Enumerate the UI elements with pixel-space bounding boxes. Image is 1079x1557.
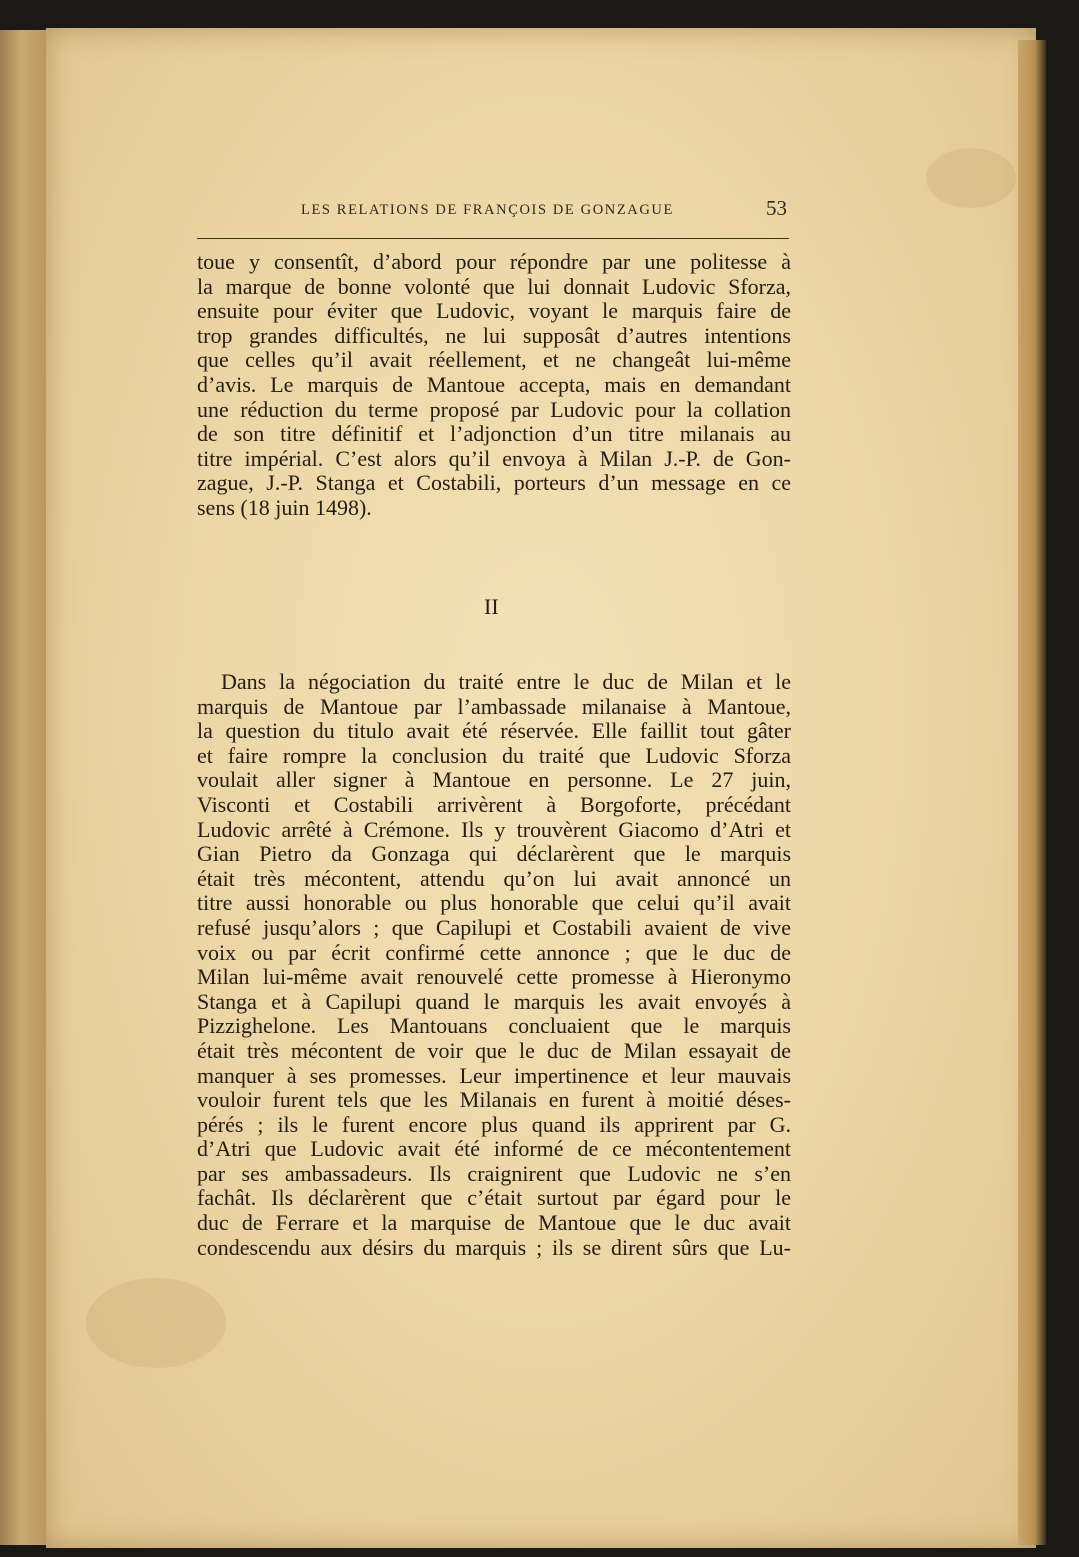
- left-page-edge: [0, 30, 48, 1545]
- text-line: Gian Pietro da Gonzaga qui déclarèrent que le marquis: [197, 841, 791, 867]
- text-line: ensuite pour éviter que Ludovic, voyant le marquis faire de: [197, 298, 791, 324]
- text-line: titre impérial. C’est alors qu’il envoya à Milan J.-P. de Gon-: [197, 445, 791, 471]
- text-line: condescendu aux désirs du marquis ; ils se dirent sûrs que Lu-: [197, 1234, 791, 1260]
- text-line: voulait aller signer à Mantoue en personne. Le 27 juin,: [197, 767, 791, 793]
- text-line: marquis de Mantoue par l’ambassade milanaise à Mantoue,: [197, 693, 791, 719]
- text-line: que celles qu’il avait réellement, et ne changeât lui-même: [197, 347, 791, 373]
- header-rule: [197, 238, 789, 239]
- text-line: sens (18 juin 1498).: [197, 494, 372, 520]
- text-line: et faire rompre la conclusion du traité que Ludovic Sforza: [197, 742, 791, 768]
- text-line: Visconti et Costabili arrivèrent à Borgoforte, précédant: [197, 791, 791, 817]
- text-line: la marque de bonne volonté que lui donnait Ludovic Sforza,: [197, 273, 791, 299]
- text-line: titre aussi honorable ou plus honorable que celui qu’il avait: [197, 890, 791, 916]
- paper-stain: [86, 1278, 226, 1368]
- right-page-edge: [1018, 40, 1046, 1545]
- running-title: LES RELATIONS DE FRANÇOIS DE GONZAGUE: [301, 202, 674, 218]
- text-line: Pizzighelone. Les Mantouans concluaient que le marquis: [197, 1013, 791, 1039]
- text-line: la question du titulo avait été réservée. Elle faillit tout gâter: [197, 718, 791, 744]
- text-line: fachât. Ils déclarèrent que c’était surtout par égard pour le: [197, 1185, 791, 1211]
- text-line: duc de Ferrare et la marquise de Mantoue que le duc avait: [197, 1210, 791, 1236]
- text-line: par ses ambassadeurs. Ils craignirent que Ludovic ne s’en: [197, 1160, 791, 1186]
- page-header: [197, 194, 789, 240]
- paper-stain: [926, 148, 1016, 208]
- page-number: 53: [766, 196, 787, 220]
- text-line: Milan lui-même avait renouvelé cette promesse à Hieronymo: [197, 964, 791, 990]
- text-line: était très mécontent, attendu qu’on lui avait annoncé un: [197, 865, 791, 891]
- text-line: d’Atri que Ludovic avait été informé de ce mécontentement: [197, 1136, 791, 1162]
- paragraph-1: [197, 250, 791, 521]
- text-line: de son titre définitif et l’adjonction d’un titre milanais au: [197, 421, 791, 447]
- text-line: manquer à ses promesses. Leur impertinence et leur mauvais: [197, 1062, 791, 1088]
- text-line: voix ou par écrit confirmé cette annonce ; que le duc de: [197, 939, 791, 965]
- text-line: était très mécontent de voir que le duc de Milan essayait de: [197, 1037, 791, 1063]
- text-line: zague, J.-P. Stanga et Costabili, porteurs d’un message en ce: [197, 470, 791, 496]
- text-line: trop grandes difficultés, ne lui supposât d’autres intentions: [197, 322, 791, 348]
- text-line: vouloir furent tels que les Milanais en furent à moitié déses-: [197, 1087, 791, 1113]
- text-line: d’avis. Le marquis de Mantoue accepta, mais en demandant: [197, 371, 791, 397]
- text-line: une réduction du terme proposé par Ludovic pour la collation: [197, 396, 791, 422]
- paragraph-2: [197, 670, 791, 1260]
- text-line: Stanga et à Capilupi quand le marquis les avait envoyés à: [197, 988, 791, 1014]
- text-line: toue y consentît, d’abord pour répondre par une politesse à: [197, 249, 791, 274]
- section-heading: II: [484, 594, 499, 619]
- text-line: pérés ; ils le furent encore plus quand ils apprirent par G.: [197, 1111, 791, 1137]
- text-line: Dans la négociation du traité entre le duc de Milan et le: [221, 669, 791, 694]
- text-line: Ludovic arrêté à Crémone. Ils y trouvèrent Giacomo d’Atri et: [197, 816, 791, 842]
- text-line: refusé jusqu’alors ; que Capilupi et Costabili avaient de vive: [197, 914, 791, 940]
